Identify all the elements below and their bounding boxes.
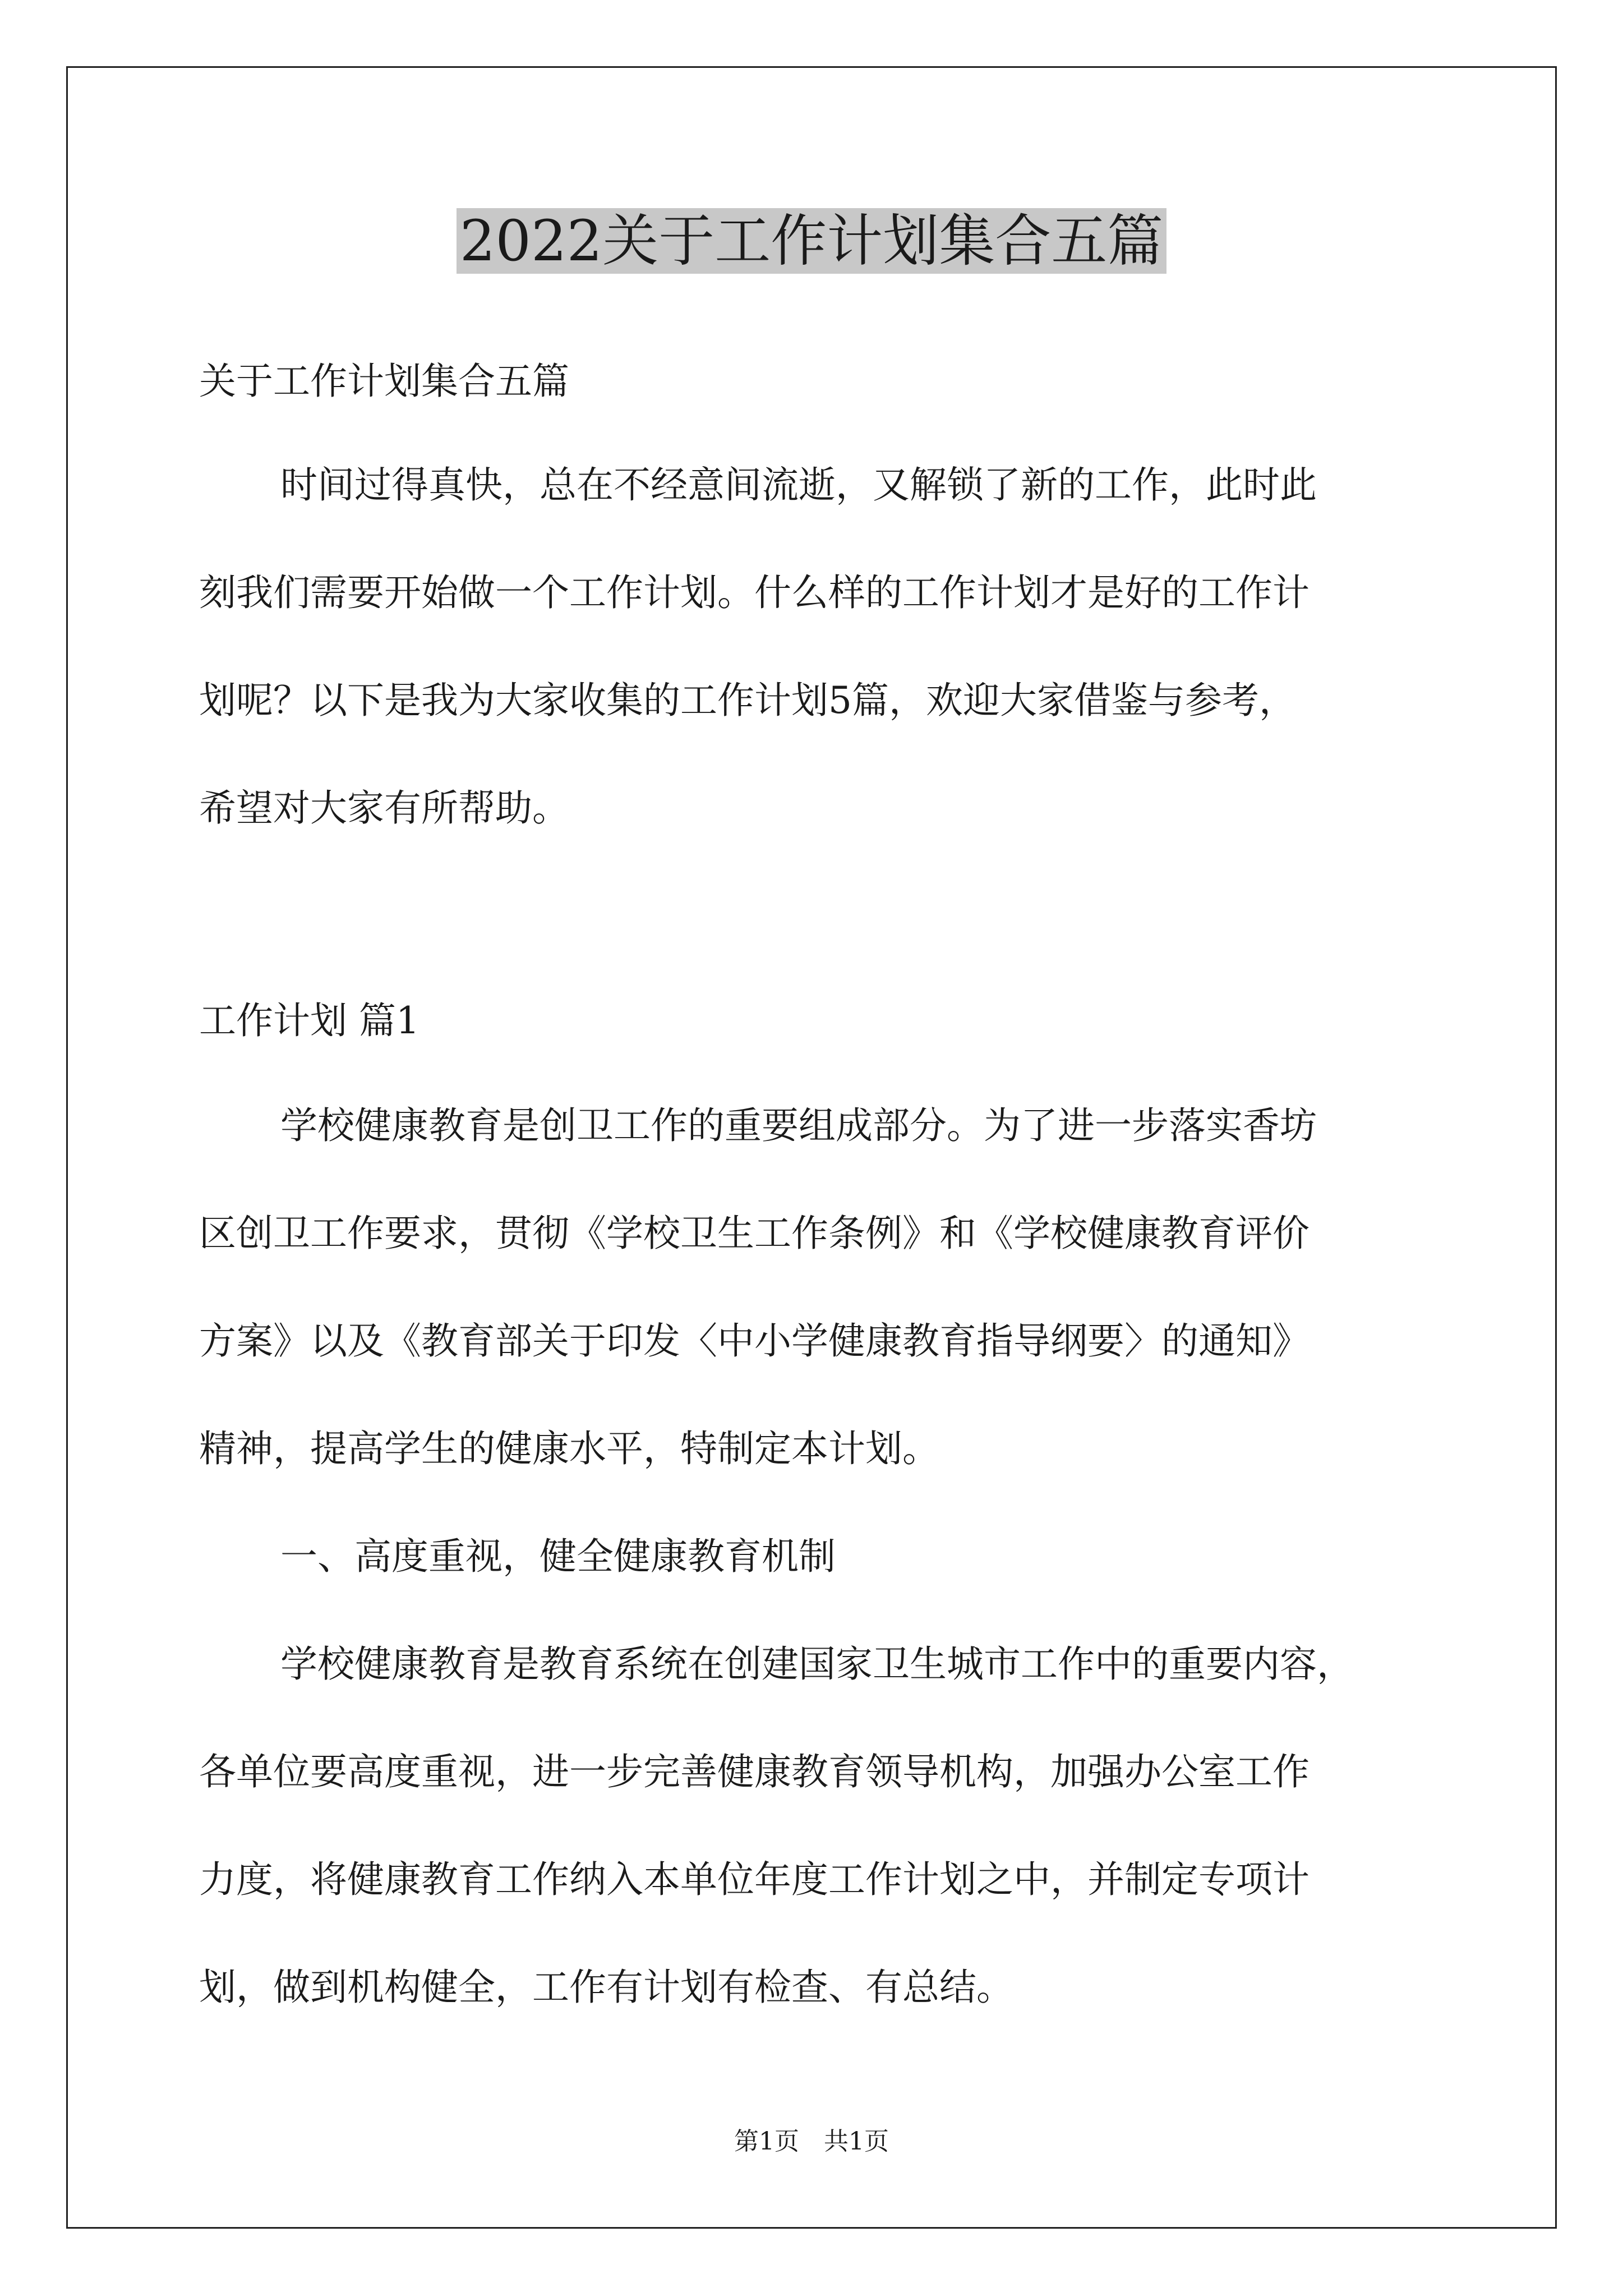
paragraph-line: 方案》以及《教育部关于印发〈中小学健康教育指导纲要〉的通知》	[199, 1319, 1310, 1363]
intro-line: 希望对大家有所帮助。	[199, 786, 569, 830]
document-title	[0, 202, 1623, 280]
paragraph-line: 各单位要高度重视，进一步完善健康教育领导机构，加强办公室工作	[199, 1750, 1310, 1793]
paragraph-line: 学校健康教育是创卫工作的重要组成部分。为了进一步落实香坊	[280, 1104, 1317, 1147]
paragraph-line: 力度，将健康教育工作纳入本单位年度工作计划之中，并制定专项计	[199, 1858, 1310, 1901]
document-subtitle: 关于工作计划集合五篇	[199, 360, 569, 403]
section-heading: 工作计划 篇1	[199, 999, 419, 1042]
intro-line: 划呢？以下是我为大家收集的工作计划5篇，欢迎大家借鉴与参考，	[199, 679, 1296, 722]
paragraph-line: 精神，提高学生的健康水平，特制定本计划。	[199, 1427, 939, 1470]
intro-line: 刻我们需要开始做一个工作计划。什么样的工作计划才是好的工作计	[199, 571, 1310, 614]
intro-line: 时间过得真快，总在不经意间流逝，又解锁了新的工作，此时此	[280, 463, 1317, 507]
paragraph-line: 划，做到机构健全，工作有计划有检查、有总结。	[199, 1966, 1013, 2009]
subheading: 一、高度重视，健全健康教育机制	[280, 1535, 836, 1578]
document-title-text: 2022关于工作计划集合五篇	[457, 208, 1167, 274]
paragraph-line: 区创卫工作要求，贯彻《学校卫生工作条例》和《学校健康教育评价	[199, 1212, 1310, 1255]
paragraph-line: 学校健康教育是教育系统在创建国家卫生城市工作中的重要内容，	[280, 1642, 1354, 1686]
page-footer: 第1页 共1页	[734, 2127, 889, 2156]
